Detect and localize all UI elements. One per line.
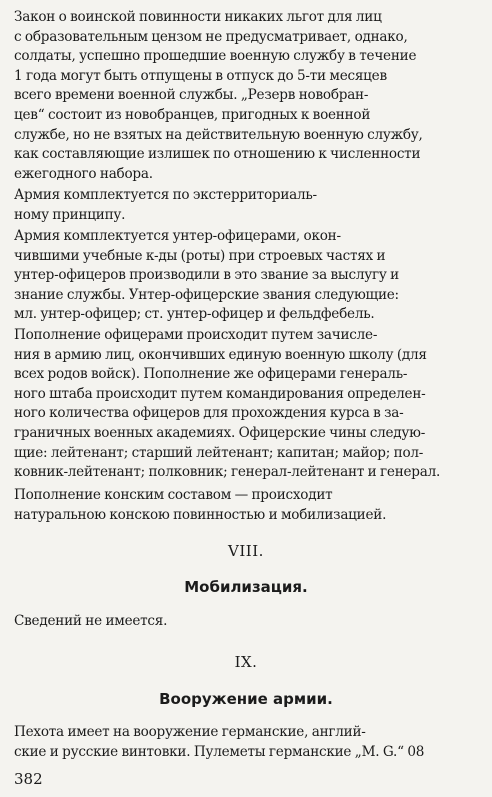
text-line: цев“ состоит из новобранцев, пригодных к военной [14, 106, 371, 123]
chapter-title-mobilization: Мобилизация. [184, 578, 308, 596]
text-line: ного штаба происходит путем командирования определен- [14, 385, 426, 402]
paragraph-horses [14, 486, 484, 525]
text-line: Армия комплектуется унтер-офицерами, окон- [14, 228, 341, 244]
text-line: ния в армию лиц, окончивших единую военную школу (для [14, 346, 427, 363]
text-line: ские и русские винтовки. Пулеметы германские „M. G.“ 08 [14, 743, 425, 760]
text-line: граничных военных академиях. Офицерские чины следую- [14, 424, 426, 441]
text-line: Пополнение конским составом — происходит [14, 487, 333, 503]
text-line: ному принципу. [14, 206, 126, 223]
text-line: всего времени военной службы. „Резерв новобран- [14, 87, 369, 104]
text-line: унтер-офицеров производили в это звание за выслугу и [14, 267, 399, 284]
text-line: всех родов войск). Пополнение же офицерами генераль- [14, 366, 408, 383]
text-line: мл. унтер-офицер; ст. унтер-офицер и фельдфебель. [14, 306, 375, 323]
chapter-number-ix: IX. [234, 653, 258, 671]
paragraph-conscription [14, 8, 484, 184]
text-line: солдаты, успешно прошедшие военную службу в течение [14, 48, 417, 65]
text-line: как составляющие излишек по отношению к численности [14, 146, 421, 163]
paragraph-nco [14, 227, 484, 325]
text-line: 1 года могут быть отпущены в отпуск до 5-ти месяцев [14, 67, 387, 84]
text-line: Сведений не имеется. [14, 613, 168, 629]
text-line: Армия комплектуется по экстерриториаль- [14, 187, 317, 203]
text-line: службе, но не взятых на действительную военную службу, [14, 126, 423, 143]
text-line: Закон о воинской повинности никаких льгот для лиц [14, 9, 382, 25]
paragraph-armament [14, 723, 484, 762]
text-line: щие: лейтенант; старший лейтенант; капитан; майор; пол- [14, 444, 424, 461]
text-line: Пополнение офицерами происходит путем зачисле- [14, 327, 378, 343]
paragraph-extraterritorial [14, 186, 484, 225]
paragraph-mobilization [14, 612, 484, 632]
text-line: Пехота имеет на вооружение германские, англий- [14, 724, 366, 740]
text-line: ежегодного набора. [14, 165, 153, 182]
text-line: знание службы. Унтер-офицерские звания следующие: [14, 286, 399, 303]
text-line: чившими учебные к-ды (роты) при строевых частях и [14, 247, 386, 264]
chapter-number-viii: VIII. [228, 542, 264, 560]
chapter-title-armament: Вооружение армии. [159, 690, 333, 708]
text-line: ного количества офицеров для прохождения курса в за- [14, 405, 404, 422]
page-number: 382 [14, 770, 43, 788]
text-line: ковник-лейтенант; полковник; генерал-лейтенант и генерал. [14, 464, 441, 481]
text-line: с образовательным цензом не предусматривает, однако, [14, 28, 408, 45]
paragraph-officers [14, 326, 484, 483]
text-line: натуральною конскою повинностью и мобилизацией. [14, 506, 387, 523]
